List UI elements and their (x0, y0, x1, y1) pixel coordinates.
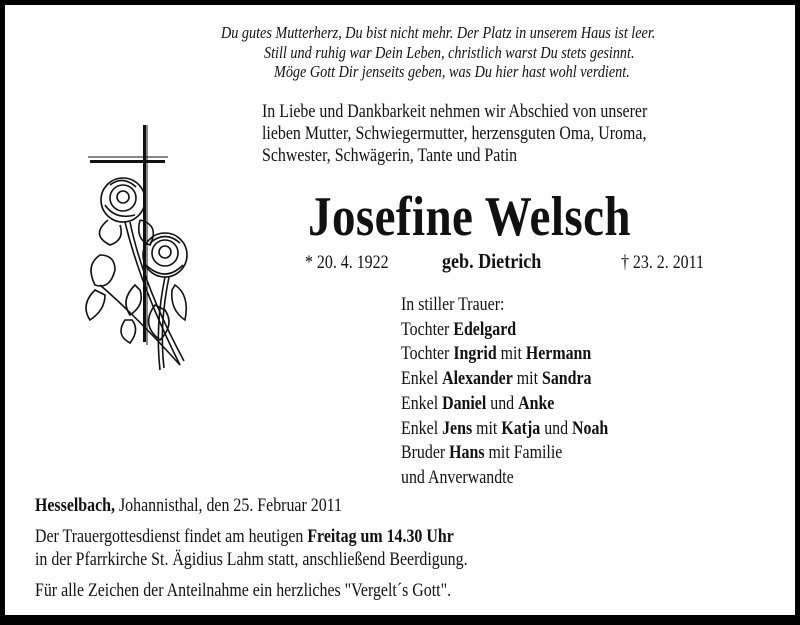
mourner-name: Edelgard (453, 319, 517, 340)
mourner-name: Ingrid (453, 344, 497, 365)
poem-line: Du gutes Mutterherz, Du bist nicht mehr. Der Platz in unserem Haus ist leer. (221, 23, 656, 42)
service-time: Freitag um 14.30 Uhr (307, 527, 454, 547)
mourner-name: Katja (501, 418, 541, 439)
place-rest: Johannisthal, den 25. Februar 2011 (114, 496, 342, 516)
thanks-line: Für alle Zeichen der Anteilnahme ein herzliches "Vergelt´s Gott". (35, 581, 452, 601)
mourner-name: Noah (572, 418, 609, 439)
mourner-name: Anke (518, 393, 555, 414)
mourner-name: Jens (442, 418, 473, 439)
place-date-line (35, 496, 342, 517)
obituary-notice (5, 5, 795, 615)
mourner-relation: Enkel (401, 418, 443, 439)
maiden-name: geb. Dietrich (442, 249, 542, 273)
cross-with-roses-icon (80, 125, 220, 395)
mourner-line (401, 419, 608, 440)
mourner-line (401, 320, 516, 341)
place-bold: Hesselbach, (35, 496, 115, 516)
mourner-relation: Tochter (401, 319, 454, 340)
mourner-line (401, 468, 514, 489)
mourner-line (401, 344, 591, 365)
mourner-relation: mit (512, 369, 542, 390)
mourner-line (401, 394, 554, 415)
mourner-name: Daniel (442, 393, 487, 414)
intro-line: Schwester, Schwägerin, Tante und Patin (262, 146, 518, 166)
mourner-line (401, 443, 562, 464)
service-text: Der Trauergottesdienst findet am heutigen (35, 527, 308, 547)
mourner-name: Sandra (541, 369, 592, 390)
mourner-relation: mit Familie (484, 443, 563, 464)
mourner-name: Hans (449, 443, 485, 464)
mourner-line (401, 369, 591, 390)
mourner-relation: mit (496, 344, 526, 365)
intro-line: lieben Mutter, Schwiegermutter, herzensguten Oma, Uroma, (262, 124, 647, 144)
service-line (35, 527, 454, 548)
mourner-relation: Bruder (401, 443, 450, 464)
poem-line: Still und ruhig war Dein Leben, christlich warst Du stets gesinnt. (264, 43, 635, 62)
mourner-relation: und (486, 393, 519, 414)
intro-line: In Liebe und Dankbarkeit nehmen wir Abschied von unserer (262, 102, 648, 122)
mourner-relation: In stiller Trauer: (401, 295, 505, 315)
mourner-relation: Enkel (401, 393, 443, 414)
poem-line: Möge Gott Dir jenseits geben, was Du hier hast wohl verdient. (274, 62, 630, 81)
mourner-relation: Tochter (401, 344, 454, 365)
service-line-2: in der Pfarrkirche St. Ägidius Lahm statt, anschließend Beerdigung. (35, 550, 468, 570)
mourner-relation: Enkel (401, 369, 443, 390)
deceased-name: Josefine Welsch (308, 186, 631, 248)
mourner-relation: mit (472, 418, 502, 439)
death-date: † 23. 2. 2011 (621, 253, 704, 273)
birth-date: * 20. 4. 1922 (305, 253, 389, 273)
mourner-name: Alexander (442, 369, 513, 390)
mourner-relation: und Anverwandte (401, 467, 514, 488)
mourner-relation: und (540, 418, 573, 439)
mourner-name: Hermann (525, 344, 592, 365)
mourner-line (401, 295, 504, 316)
